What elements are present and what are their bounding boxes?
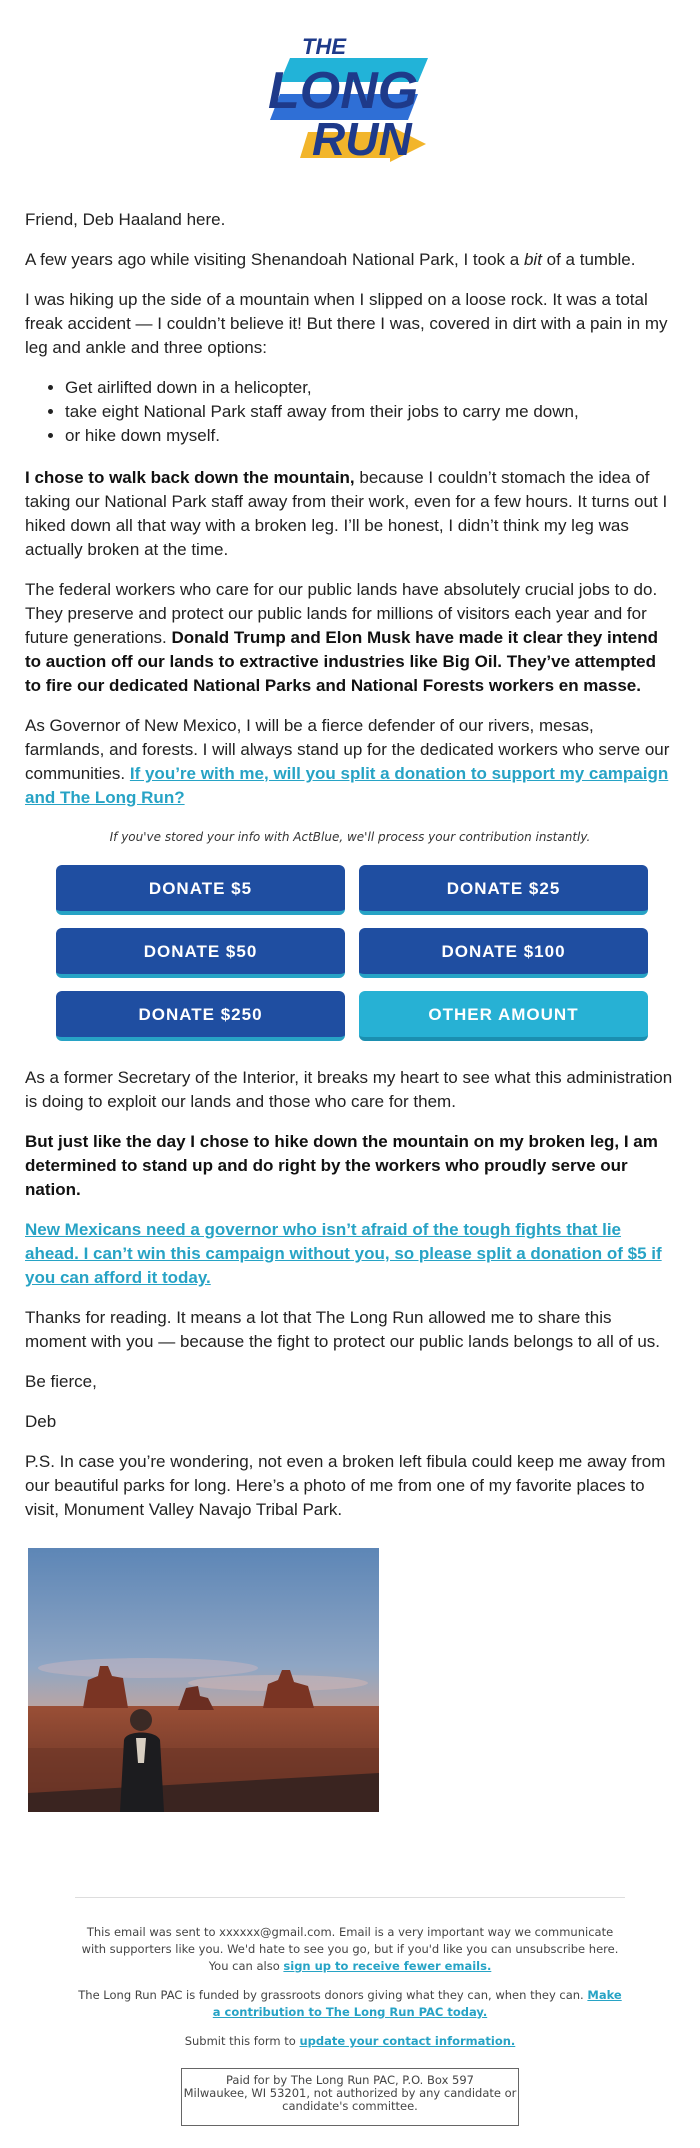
list-item: • take eight National Park staff away from their jobs to carry me down, (65, 400, 675, 424)
p1-italic: bit (523, 250, 542, 269)
signoff: Be fierce, (25, 1372, 97, 1391)
email-body (25, 208, 675, 826)
contribute-pac-link[interactable]: Make a contribution to The Long Run PAC today. (212, 1988, 622, 2019)
paid-for-disclaimer (181, 2068, 519, 2126)
p3-text: because I couldn’t stomach the idea of taking our National Park staff away from their work, even for a few hours. It turns out I hiked down all that way with a broken leg. I’ll be honest, I didn’t think my leg was actually broken at the time. (25, 468, 668, 559)
p3-bold: I chose to walk back down the mountain, (25, 468, 355, 487)
paragraph-split-donation (25, 1218, 675, 1290)
donate-5-button[interactable]: DONATE $5 (56, 865, 345, 915)
fewer-emails-link[interactable]: sign up to receive fewer emails. (283, 1959, 492, 1973)
donate-250-button[interactable]: DONATE $250 (56, 991, 345, 1041)
paragraph-federal-workers (25, 578, 675, 698)
email-footer (75, 1924, 625, 2062)
footer-divider (75, 1897, 625, 1898)
split-donation-link[interactable]: New Mexicans need a governor who isn’t afraid of the tough fights that lie ahead. I can’t win this campaign without you, so please split a donation of $5 if you can afford it today. (25, 1220, 662, 1287)
p1-text: A few years ago while visiting Shenandoah National Park, I took a (25, 250, 524, 269)
paragraph-secretary: As a former Secretary of the Interior, it breaks my heart to see what this administration is doing to exploit our lands and those who care for them. (25, 1068, 673, 1111)
other-amount-button[interactable]: OTHER AMOUNT (359, 991, 648, 1041)
list-item: • Get airlifted down in a helicopter, (65, 376, 675, 400)
paid-line-2: Milwaukee, WI 53201, not authorized by any candidate or candidate's committee. (183, 2086, 517, 2113)
footer-update-text: Submit this form to (184, 2034, 300, 2048)
actblue-note: If you've stored your info with ActBlue, we'll process your contribution instantly. (109, 830, 591, 844)
paragraph-governor (25, 714, 675, 810)
p4-bold: Donald Trump and Elon Musk have made it clear they intend to auction off our lands to extractive industries like Big Oil. They’ve attempted to fire our dedicated National Parks and National Forests workers en masse. (25, 628, 658, 695)
footer-email-notice (75, 1924, 625, 1975)
signature-name: Deb (25, 1412, 57, 1431)
paragraph-thanks: Thanks for reading. It means a lot that The Long Run allowed me to share this moment with you — because the fight to protect our public lands belongs to all of us. (25, 1308, 661, 1351)
donate-50-button[interactable]: DONATE $50 (56, 928, 345, 978)
p5-text: As Governor of New Mexico, I will be a fierce defender of our rivers, mesas, farmlands, and forests. I will always stand up for the dedicated workers who serve our communities. (25, 716, 670, 783)
greeting: Friend, Deb Haaland here. (25, 210, 226, 229)
paragraph-tumble (25, 248, 675, 272)
logo-line1: THE (302, 34, 346, 59)
donate-100-button[interactable]: DONATE $100 (359, 928, 648, 978)
footer-update-info (75, 2033, 625, 2050)
p7-bold: But just like the day I chose to hike down the mountain on my broken leg, I am determined to stand up and do right by the workers who proudly serve our nation. (25, 1132, 658, 1199)
the-long-run-logo (250, 30, 450, 170)
logo-line3: RUN (312, 113, 412, 165)
logo-graphic (250, 30, 450, 170)
footer-pac-text: The Long Run PAC is funded by grassroots donors giving what they can, when they can. (78, 1988, 588, 2002)
footer-pac-notice (75, 1987, 625, 2021)
p1-text-end: of a tumble. (541, 250, 636, 269)
footer-notice-text: This email was sent to xxxxxx@gmail.com. Email is a very important way we communicate with supporters like you. We'd hate to see you go, but if you'd like you can unsubscribe here. You can also (81, 1925, 619, 1973)
donate-link[interactable]: If you’re with me, will you split a donation to support my campaign and The Long Run? (25, 764, 669, 807)
email-body-continued (25, 1066, 675, 1538)
monument-valley-photo (28, 1548, 379, 1812)
update-contact-link[interactable]: update your contact information. (299, 2034, 516, 2048)
paragraph-walk-down (25, 466, 675, 562)
p4-text: The federal workers who care for our public lands have absolutely crucial jobs to do. They preserve and protect our public lands for millions of visitors each year and for future generations. (25, 580, 658, 647)
postscript: P.S. In case you’re wondering, not even a broken left fibula could keep me away from our beautiful parks for long. Here’s a photo of me from one of my favorite places to visit, Monument Valley Navajo Tribal Park. (25, 1452, 666, 1519)
paid-line-1: Paid for by The Long Run PAC, P.O. Box 597 (226, 2073, 474, 2087)
logo-line2: LONG (268, 62, 419, 120)
paragraph-hiking: I was hiking up the side of a mountain when I slipped on a loose rock. It was a total freak accident — I couldn’t believe it! But there I was, covered in dirt with a pain in my leg and ankle and three options: (25, 290, 668, 357)
list-item: • or hike down myself. (65, 424, 675, 448)
donate-25-button[interactable]: DONATE $25 (359, 865, 648, 915)
options-list (25, 376, 675, 448)
paragraph-determined (25, 1130, 675, 1202)
photo-illustration (28, 1548, 379, 1812)
